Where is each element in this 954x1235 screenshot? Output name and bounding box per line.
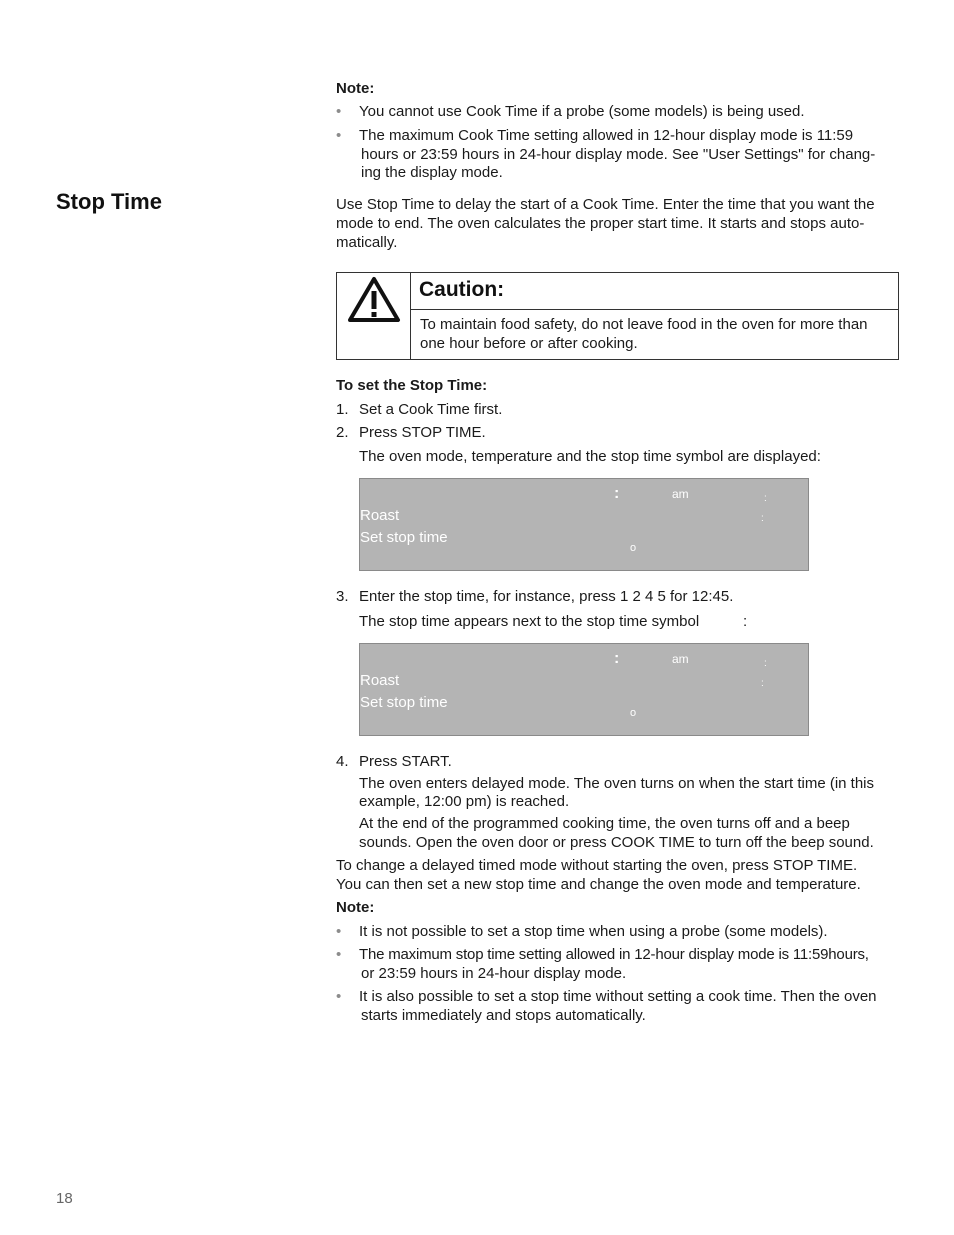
caution-line: To maintain food safety, do not leave food in the oven for more than	[420, 316, 868, 333]
note-title: Note:	[336, 899, 375, 916]
display-colon-small: :	[761, 513, 764, 524]
step-detail-line: sounds. Open the oven door or press COOK TIME to turn off the beep sound.	[359, 834, 874, 851]
note-title: Note:	[336, 80, 375, 97]
note-bullet-continuation: starts immediately and stops automatically.	[361, 1007, 646, 1024]
step-text: Press STOP TIME.	[359, 424, 486, 441]
step-text: Enter the stop time, for instance, press 1 2 4 5 for 12:45.	[359, 588, 734, 605]
bullet-icon: •	[336, 946, 342, 963]
warning-triangle-icon	[347, 275, 401, 323]
steps-title: To set the Stop Time:	[336, 377, 488, 394]
change-line: You can then set a new stop time and change the oven mode and temperature.	[336, 876, 861, 893]
caution-title: Caution:	[419, 278, 505, 301]
note-bullet-continuation: ing the display mode.	[361, 164, 503, 181]
display-time-colon: :	[614, 650, 620, 667]
caution-line: one hour before or after cooking.	[420, 335, 638, 352]
change-line: To change a delayed timed mode without starting the oven, press STOP TIME.	[336, 857, 858, 874]
note-bullet-continuation: hours or 23:59 hours in 24-hour display mode. See "User Settings" for chang-	[361, 146, 876, 163]
display-mode: Roast	[360, 672, 400, 689]
display-mode: Roast	[360, 507, 400, 524]
step-detail-colon: :	[743, 613, 748, 630]
section-title: Stop Time	[56, 189, 162, 214]
note-bullet-text: It is not possible to set a stop time when using a probe (some models).	[359, 923, 828, 940]
display-label: Set stop time	[360, 529, 448, 546]
display-time-colon: :	[614, 485, 620, 502]
intro-line: Use Stop Time to delay the start of a Cook Time. Enter the time that you want the	[336, 196, 875, 213]
step-number: 1.	[336, 401, 349, 418]
step-detail-line: The oven enters delayed mode. The oven turns on when the start time (in this	[359, 775, 875, 792]
note-bullet-text: You cannot use Cook Time if a probe (some models) is being used.	[359, 103, 805, 120]
display-label: Set stop time	[360, 694, 448, 711]
caution-body	[420, 315, 890, 353]
bullet-icon: •	[336, 127, 342, 144]
step-detail: The stop time appears next to the stop time symbol	[359, 613, 700, 630]
display-ampm: am	[672, 652, 689, 666]
step-number: 2.	[336, 424, 349, 441]
oven-display	[359, 643, 809, 736]
bullet-icon: •	[336, 988, 342, 1005]
step-detail-line: At the end of the programmed cooking time, the oven turns off and a beep	[359, 815, 850, 832]
step-detail-line: example, 12:00 pm) is reached.	[359, 793, 570, 810]
caution-box	[336, 272, 899, 360]
step-number: 4.	[336, 753, 349, 770]
bullet-icon: •	[336, 923, 342, 940]
step-text: Set a Cook Time first.	[359, 401, 503, 418]
note-bullet-text: It is also possible to set a stop time without setting a cook time. Then the oven	[359, 988, 877, 1005]
display-colon-small: :	[761, 678, 764, 689]
bullet-icon: •	[336, 103, 342, 120]
note-bullet-continuation: or 23:59 hours in 24-hour display mode.	[361, 965, 627, 982]
display-degree-symbol: o	[630, 707, 637, 719]
display-colon-small: :	[764, 658, 767, 669]
caution-header	[411, 273, 898, 310]
step-number: 3.	[336, 588, 349, 605]
caution-icon-cell	[337, 273, 411, 359]
step-detail: The oven mode, temperature and the stop time symbol are displayed:	[359, 448, 821, 465]
step-text: Press START.	[359, 753, 452, 770]
display-ampm: am	[672, 487, 689, 501]
intro-line: mode to end. The oven calculates the proper start time. It starts and stops auto-	[336, 215, 865, 232]
display-degree-symbol: o	[630, 542, 637, 554]
oven-display	[359, 478, 809, 571]
display-colon-small: :	[764, 493, 767, 504]
page-number: 18	[56, 1190, 73, 1207]
note-bullet-text: The maximum stop time setting allowed in 12-hour display mode is 11:59hours,	[359, 946, 869, 963]
intro-line: matically.	[336, 234, 398, 251]
note-bullet-text: The maximum Cook Time setting allowed in 12-hour display mode is 11:59	[359, 127, 854, 144]
